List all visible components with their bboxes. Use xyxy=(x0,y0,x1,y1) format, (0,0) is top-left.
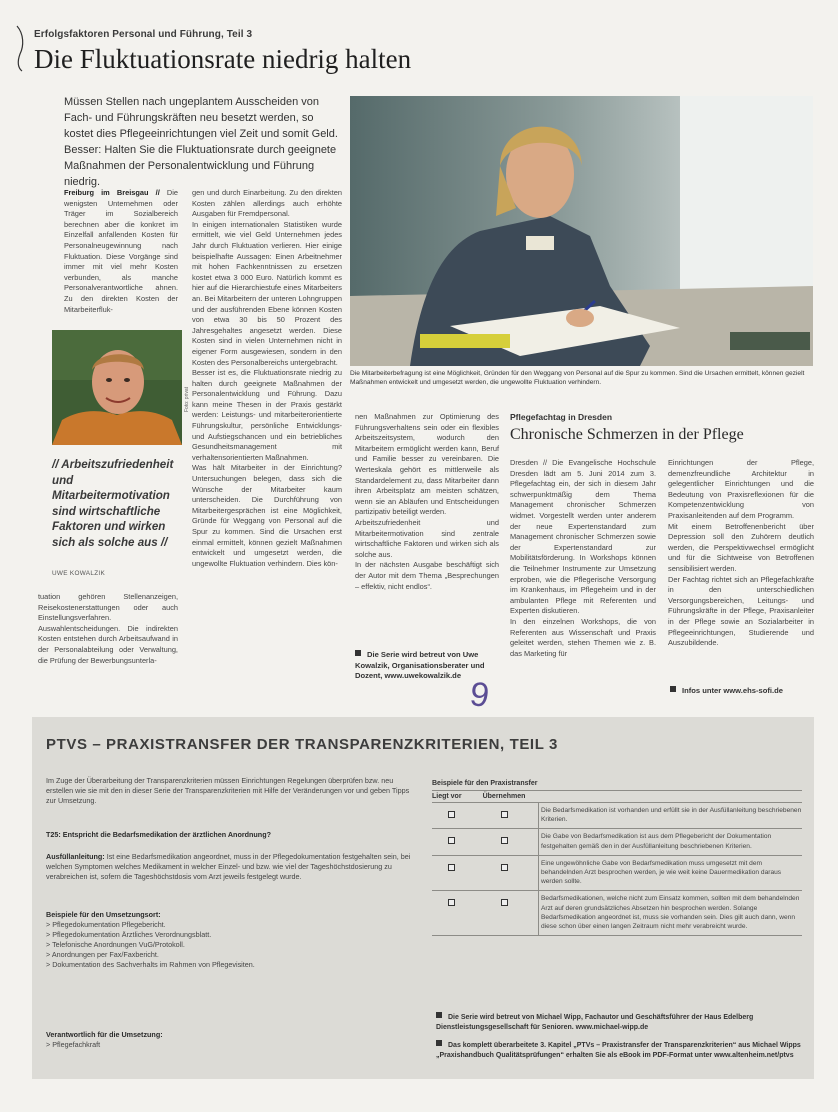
section-info-link[interactable]: Infos unter www.ehs-sofi.de xyxy=(670,686,816,697)
checkbox-liegt-vor[interactable] xyxy=(448,837,455,844)
article-title: Die Fluktuationsrate niedrig halten xyxy=(34,44,412,74)
checkbox-uebernehmen[interactable] xyxy=(501,899,508,906)
bullet-square-icon xyxy=(436,1012,442,1018)
author-portrait xyxy=(52,330,182,445)
ptvs-explanation: Ausfüllanleitung: Ist eine Bedarfsmedikation angeordnet, muss in der Pflegedokumentation festgehalten sein, bei welchen Symptomen welches Medikament in welcher Einzel- und bzw. wie viel der Tageshöchstdosierung zu verabreichen ist, sofern die Tageshöchstdosis vom Arzt jeweils festgelegt wurde. xyxy=(46,852,411,881)
list-item: > Pflegedokumentation Ärztliches Verordnungsblatt. xyxy=(46,930,212,939)
column-3: nen Maßnahmen zur Optimierung des Führungsverhaltens sein oder ein flexibles Arbeitszeitsystem, wodurch den Mitarbeitern ermöglicht werden kann, Beruf und Familie besser zu vereinbaren. Die Werteskala gehört es mittlerweile als Standardelement zu, dass Mitarbeiter dann ihren Arbeitsplatz am meisten schätzen, wenn sie an Abläufen und Entscheidungen partizipativ beteiligt werden. Arbeitszufriedenheit und Mitarbeitermotivation sind zentrale wirtschaftliche Faktoren und wirken sich als solche aus. In der nächsten Ausgabe beschäftigt sich der Autor mit dem Thema „Besprechungen – effektiv, nicht endlos“. xyxy=(355,412,499,591)
section-title: Chronische Schmerzen in der Pflege xyxy=(510,426,744,443)
checkbox-liegt-vor[interactable] xyxy=(448,811,455,818)
table-row: Die Gabe von Bedarfsmedikation ist aus dem Pflegebericht der Dokumentation festgehalten gemäß den in der Ausfüllanleitung beschriebenen Kriterien. xyxy=(432,828,802,854)
article-kicker: Erfolgsfaktoren Personal und Führung, Teil 3 xyxy=(34,29,253,40)
dateline: Freiburg im Breisgau // xyxy=(64,188,160,197)
section-column-b: Einrichtungen der Pflege, demenzfreundliche Architektur in gelegentlicher Einrichtungen und die Bedeutung von Praxisreflexionen für die Kompetenzentwicklung von Praxisanleitenden auf dem Programm. Mit einem Betroffenenbericht über Depression soll den Zuhörern deutlich werden, die Perspektivwechsel ermöglicht und für die Sichtweise von Betroffenen sensibilisiert werden. Der Fachtag richtet sich an Pflegefachkräfte in den unterschiedlichen Versorgungsbereichen, Leitungs- und Führungskräfte in der Pflege, Praxisanleiter in der Pflege sowie an Sozialarbeiter in Pflegeeinrichtungen, Studierende und Auszubildende. xyxy=(668,458,814,648)
ptvs-question: T25: Entspricht die Bedarfsmedikation der ärztlichen Anordnung? xyxy=(46,830,271,839)
list-item: > Dokumentation des Sachverhalts im Rahmen von Pflegevisiten. xyxy=(46,960,255,969)
series-note-author: Die Serie wird betreut von Uwe Kowalzik, Organisationsberater und Dozent, www.uwekowalzik.de xyxy=(355,650,485,680)
bullet-square-icon xyxy=(670,686,676,692)
column-1-top xyxy=(64,188,178,315)
list-item: > Telefonische Anordnungen VuG/Protokoll. xyxy=(46,940,185,949)
checkbox-liegt-vor[interactable] xyxy=(448,899,455,906)
pull-quote: // Arbeitszufriedenheit und Mitarbeitermotivation sind wirtschaftliche Faktoren und wirken sich als solche aus // xyxy=(52,458,174,549)
column-1-bottom: tuation gehören Stellenanzeigen, Reisekostenerstattungen oder auch Einstellungsverfahren. Auswahlentscheidungen. Die indirekten Kosten entstehen durch Arbeitsaufwand in der Personalabteilung oder Verwaltung, die Prüfung der Bewerbungsunterla- xyxy=(38,592,178,665)
list-item: > Pflegedokumentation Pflegebericht. xyxy=(46,920,166,929)
checkbox-liegt-vor[interactable] xyxy=(448,864,455,871)
article-photo xyxy=(350,96,813,366)
table-row: Die Bedarfsmedikation ist vorhanden und erfüllt sie in der Ausfüllanleitung beschriebenen Kriterien. xyxy=(432,802,802,828)
ptvs-examples: Beispiele für den Umsetzungsort: > Pflegedokumentation Pflegebericht. > Pflegedokumentation Ärztliches Verordnungsblatt. > Telefonische Anordnungen VuG/Protokoll. > Anordnungen per Fax/Faxbericht. > Dokumentation des Sachverhalts im Rahmen von Pflegevisiten. xyxy=(46,910,420,970)
table-row: Eine ungewöhnliche Gabe von Bedarfsmedikation muss umgesetzt mit dem behandelnden Arzt besprochen werden, je wie weit keine Dauermedikation daraus werden sollte. xyxy=(432,855,802,891)
photo-caption: Die Mitarbeiterbefragung ist eine Möglichkeit, Gründen für den Weggang von Personal auf die Spur zu kommen. Sind die Ursachen ermittelt, können gezielt Maßnahmen entwickelt und umgesetzt werden, die ungewollte Fluktuation verhindern. xyxy=(350,370,805,386)
section-kicker: Pflegefachtag in Dresden xyxy=(510,412,613,422)
table-row: Bedarfsmedikationen, welche nicht zum Einsatz kommen, sollten mit dem behandelnden Arzt auf deren grundsätzliches Absetzen hin besprochen werden. Solange Bedarfsmedikation angeordnet ist, muss sie vorhanden sein. Dies gilt auch dann, wenn diese schon über einen langen Zeitraum nicht mehr verabreicht wurde. xyxy=(432,890,802,936)
praxistransfer-table xyxy=(432,780,802,936)
quote-author: UWE KOWALZIK xyxy=(52,570,106,577)
column-2: gen und durch Einarbeitung. Zu den direkten Kosten zählen allerdings auch erhöhte Ausgaben für Fremdpersonal. In einigen internationalen Statistiken wurde ermittelt, wie viel Geld Unternehmen jedes Jahr durch Fluktuation verlieren. Hier einige beispielhafte Aussagen: Einen Arbeitnehmer mit hohen Fachkenntnissen zu ersetzen kostet etwa 3 000 Euro. Natürlich kommt es hier auf die Hierarchiestufe eines Mitarbeiters an. Bei Mitarbeitern der unteren Lohngruppen und der ausführenden Ebene können Kosten von etwa 30 bis 50 Prozent des Jahresgehaltes angesetzt werden. Diese Kosten sind in vielen Unternehmen nicht in eigener Form ausgewiesen, sondern in den Kosten des Personalbereichs untergebracht. Besser ist es, die Fluktuationsrate niedrig zu halten durch geeignete Maßnahmen der Personalentwicklung und Führung. Dazu kann meine Thesen in der Praxis gestärkt werden: Leistungs- und mitarbeiterorientierte Führungskultur, persönliche Entwicklungs- und Aufstiegschancen und ein betriebliches Gesundheitsmanagement mit verhaltensorientierten Maßnahmen. Was hält Mitarbeiter in der Einrichtung? Untersuchungen belegen, dass sich die Wünsche der Mitarbeiter kaum unterscheiden. Die Durchführung von Mitarbeitergesprächen ist eine Möglichkeit, Gründe für Weggang von Personal auf die Spur zu kommen. Sind die Ursachen erst einmal ermittelt, können gezielt Maßnahmen entwickelt und umgesetzt werden, die ungewollte Fluktuation verhindern. Dies kön- xyxy=(192,188,342,568)
ptvs-note-author: Die Serie wird betreut von Michael Wipp, Fachautor und Geschäftsführer der Haus Edelberg Dienstleistungsgesellschaft für Senioren. www.michael-wipp.de xyxy=(436,1014,754,1031)
list-item: > Anordnungen per Fax/Faxbericht. xyxy=(46,950,159,959)
article-lede: Müssen Stellen nach ungeplantem Ausscheiden von Fach- und Führungskräften neu besetzt werden, so kostet dies Pflegeeinrichtungen viel Zeit und somit Geld. Besser: Halten Sie die Fluktuationsrate durch geeignete Maßnahmen der Personalentwicklung und Führung niedrig. xyxy=(64,96,338,188)
handwritten-page-number: 9 xyxy=(467,674,492,716)
checkbox-uebernehmen[interactable] xyxy=(501,811,508,818)
ptvs-intro: Im Zuge der Überarbeitung der Transparenzkriterien müssen Einrichtungen Regelungen überprüfen bzw. neu erstellen wie sie mit den in dieser Serie der Transparenzkriterien mit Hilfe der Veränderungen vor und geben Tipps zur Umsetzung. xyxy=(46,776,410,805)
section-column-a: Dresden // Die Evangelische Hochschule Dresden lädt am 5. Juni 2014 zum 3. Pflegefachtag ein, der sich in diesem Jahr schwerpunktmäßig dem Thema Management chronischer Schmerzen widmet. Vorgestellt werden unter anderem der neue Expertenstandard zum Management chronischer Schmerzen sowie der Expertenstandard zur Mobilitätsförderung. In Workshops können die Teilnehmer Instrumente zur Umsetzung erproben, wie die Pflegerische Versorgung im Krankenhaus, im Pflegeheim und in der ambulanten Pflege mit Referenten und Experten diskutieren. In den einzelnen Workshops, die von Referenten aus Wissenschaft und Praxis geleitet werden, stehen Themen wie z. B. das Marketing für xyxy=(510,458,656,658)
portrait-credit: Foto: privat xyxy=(184,386,190,412)
list-item: > Pflegefachkraft xyxy=(46,1040,101,1049)
ptvs-title: PTVS – PRAXISTRANSFER DER TRANSPARENZKRITERIEN, TEIL 3 xyxy=(46,736,558,753)
bullet-square-icon xyxy=(436,1040,442,1046)
bullet-square-icon xyxy=(355,650,361,656)
checkbox-uebernehmen[interactable] xyxy=(501,837,508,844)
table-title: Beispiele für den Praxistransfer xyxy=(432,780,538,787)
table-header: Liegt vor Übernehmen xyxy=(432,790,802,802)
pen-mark xyxy=(14,24,28,72)
ptvs-responsible: Verantwortlich für die Umsetzung: > Pflegefachkraft xyxy=(46,1030,420,1050)
checkbox-uebernehmen[interactable] xyxy=(501,864,508,871)
column-1-top-text: Die wenigsten Unternehmen oder Träger im Sozialbereich berechnen aber die konkret im Einzelfall anfallenden Kosten für Personalneugewinnung nach Fluktuation. Diese Vorgänge sind immer mit viel mehr Kosten verbunden, als manche Personalverantwortliche ahnen. Zu den direkten Kosten der Mitarbeiterfluk- xyxy=(64,188,178,314)
ptvs-note-ebook: Das komplett überarbeitete 3. Kapitel „PTVs – Praxistransfer der Transparenzkriterien“ aus Michael Wipps „Praxishandbuch Qualitätsprüfungen“ erhalten Sie als eBook im PDF-Format unter www.altenheim.net/ptvs xyxy=(436,1042,801,1059)
